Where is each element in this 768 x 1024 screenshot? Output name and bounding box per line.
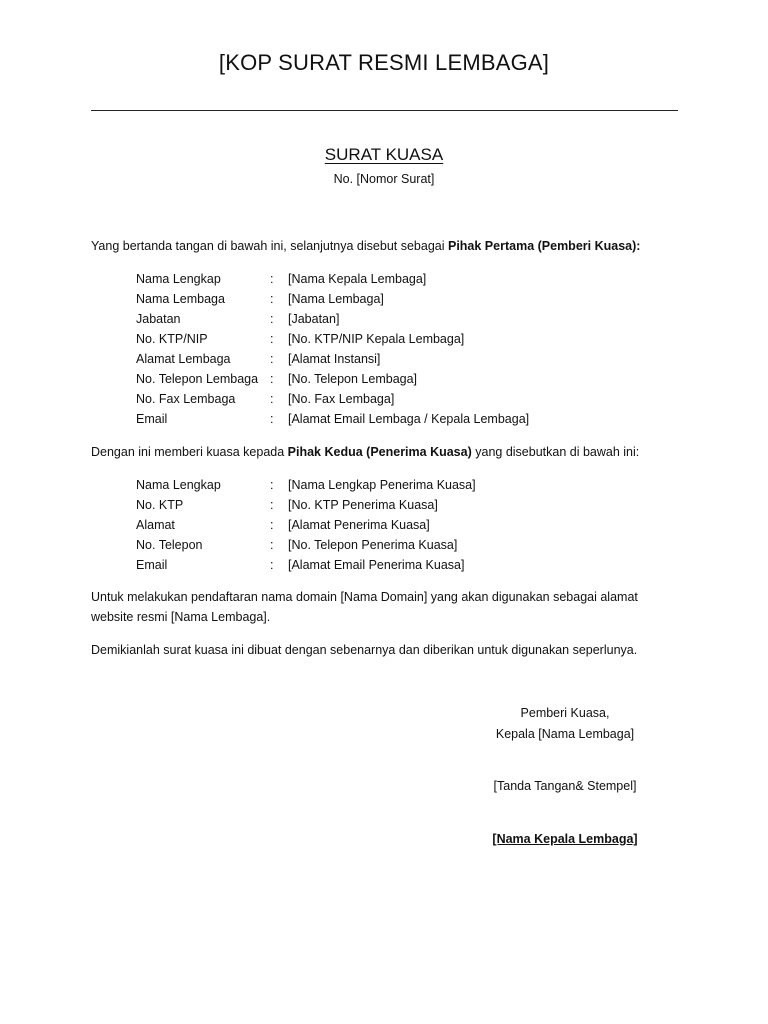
power-text: Dengan ini memberi kuasa kepada xyxy=(91,445,288,459)
field-label: No. Telepon Lembaga xyxy=(136,372,259,386)
field-colon: : xyxy=(270,352,274,366)
field-colon: : xyxy=(270,412,274,426)
field-colon: : xyxy=(270,558,274,572)
field-value: [Jabatan] xyxy=(288,312,340,326)
field-label: No. KTP xyxy=(136,498,184,512)
field-colon: : xyxy=(270,518,274,532)
power-paragraph xyxy=(91,442,691,462)
letterhead-title: [KOP SURAT RESMI LEMBAGA] xyxy=(218,50,550,75)
field-row xyxy=(136,269,656,289)
field-colon: : xyxy=(270,292,274,306)
field-label: Nama Lengkap xyxy=(136,478,221,492)
field-row xyxy=(136,369,656,389)
first-party-fields xyxy=(136,269,656,429)
signer-position: Kepala [Nama Lembaga] xyxy=(495,727,635,741)
field-label: Alamat Lembaga xyxy=(136,352,231,366)
field-value: [No. Telepon Penerima Kuasa] xyxy=(288,538,458,552)
field-value: [Nama Lembaga] xyxy=(288,292,384,306)
field-row xyxy=(136,555,656,575)
field-row xyxy=(136,289,656,309)
field-value: [Alamat Instansi] xyxy=(288,352,381,366)
field-colon: : xyxy=(270,478,274,492)
field-label: Jabatan xyxy=(136,312,181,326)
second-party-fields xyxy=(136,475,656,575)
letterhead-divider xyxy=(91,110,678,111)
signer-name-wrap xyxy=(470,832,660,846)
field-value: [No. Fax Lembaga] xyxy=(288,392,395,406)
purpose-paragraph xyxy=(91,587,691,627)
field-label: No. Fax Lembaga xyxy=(136,392,236,406)
closing-paragraph: Demikianlah surat kuasa ini dibuat dengan sebenarnya dan diberikan untuk digunakan seperlunya. xyxy=(91,643,638,657)
field-label: No. Telepon xyxy=(136,538,203,552)
intro-text: Yang bertanda tangan di bawah ini, selanjutnya disebut sebagai xyxy=(91,239,448,253)
signature-placeholder: [Tanda Tangan& Stempel] xyxy=(493,779,637,793)
field-label: Email xyxy=(136,558,168,572)
field-row xyxy=(136,409,656,429)
field-value: [Alamat Email Lembaga / Kepala Lembaga] xyxy=(288,412,530,426)
field-colon: : xyxy=(270,332,274,346)
field-colon: : xyxy=(270,372,274,386)
field-label: Nama Lengkap xyxy=(136,272,221,286)
field-colon: : xyxy=(270,272,274,286)
field-row xyxy=(136,389,656,409)
field-row xyxy=(136,515,656,535)
purpose-line-2: website resmi [Nama Lembaga]. xyxy=(91,610,271,624)
field-colon: : xyxy=(270,392,274,406)
intro-party-label: Pihak Pertama (Pemberi Kuasa): xyxy=(447,239,641,253)
intro-paragraph xyxy=(91,236,691,256)
signer-name: [Nama Kepala Lembaga] xyxy=(492,832,638,846)
field-value: [Nama Lengkap Penerima Kuasa] xyxy=(288,478,476,492)
power-party-label: Pihak Kedua (Penerima Kuasa) xyxy=(287,445,472,459)
field-value: [Nama Kepala Lembaga] xyxy=(288,272,427,286)
field-colon: : xyxy=(270,538,274,552)
field-label: Email xyxy=(136,412,168,426)
field-row xyxy=(136,349,656,369)
field-row xyxy=(136,475,656,495)
power-text-suffix: yang disebutkan di bawah ini: xyxy=(471,445,640,459)
field-colon: : xyxy=(270,498,274,512)
field-value: [Alamat Penerima Kuasa] xyxy=(288,518,430,532)
field-row xyxy=(136,535,656,555)
document-title: SURAT KUASA xyxy=(324,145,444,164)
field-row xyxy=(136,329,656,349)
signer-role: Pemberi Kuasa, xyxy=(520,706,610,720)
field-label: No. KTP/NIP xyxy=(136,332,208,346)
purpose-line-1: Untuk melakukan pendaftaran nama domain [Nama Domain] yang akan digunakan sebagai alamat xyxy=(91,590,638,604)
document-number: No. [Nomor Surat] xyxy=(333,172,435,186)
field-value: [No. KTP/NIP Kepala Lembaga] xyxy=(288,332,465,346)
field-row xyxy=(136,309,656,329)
field-label: Nama Lembaga xyxy=(136,292,225,306)
field-label: Alamat xyxy=(136,518,175,532)
field-value: [Alamat Email Penerima Kuasa] xyxy=(288,558,465,572)
field-row xyxy=(136,495,656,515)
field-value: [No. KTP Penerima Kuasa] xyxy=(288,498,438,512)
field-colon: : xyxy=(270,312,274,326)
field-value: [No. Telepon Lembaga] xyxy=(288,372,418,386)
